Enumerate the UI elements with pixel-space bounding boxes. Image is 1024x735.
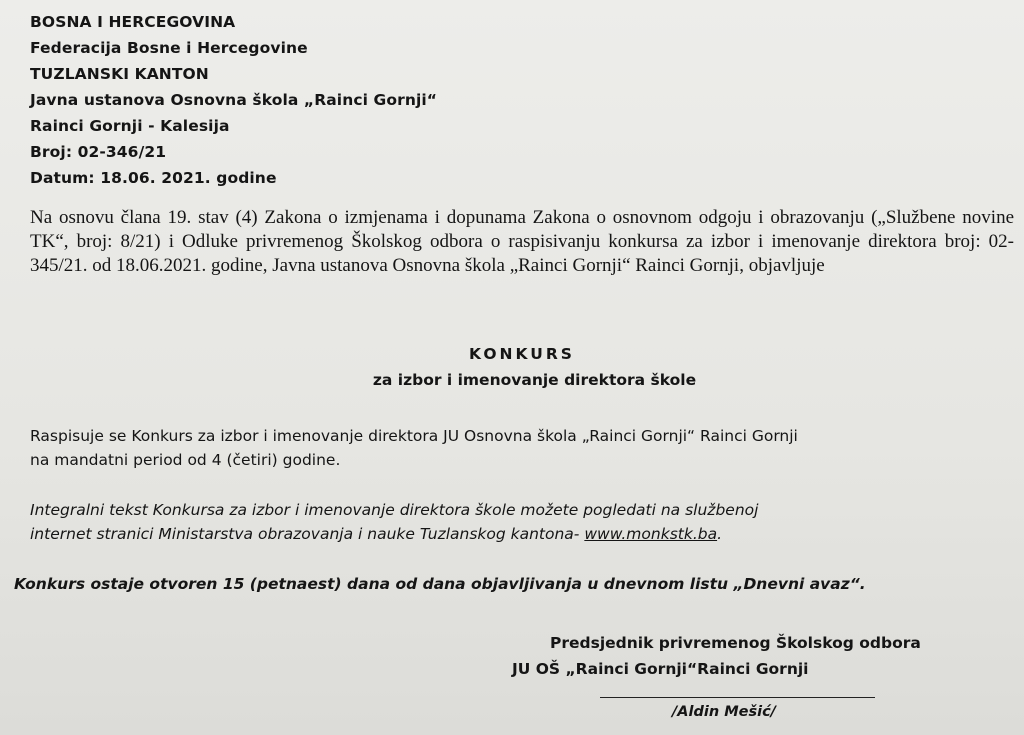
- signatory-organization: JU OŠ „Rainci Gornji“Rainci Gornji: [512, 660, 809, 678]
- full-text-line-2: [30, 522, 758, 546]
- full-text-line-1: Integralni tekst Konkursa za izbor i imenovanje direktora škole možete pogledati na službenoj: [30, 501, 759, 519]
- announcement-paragraph: [30, 424, 798, 472]
- header-country: BOSNA I HERCEGOVINA: [30, 13, 236, 31]
- signature-line: [600, 697, 875, 698]
- document-title: KONKURS: [469, 345, 575, 363]
- header-reference-number: Broj: 02-346/21: [30, 143, 167, 161]
- signatory-name: /Aldin Mešić/: [672, 704, 776, 720]
- header-location: Rainci Gornji - Kalesija: [30, 117, 230, 135]
- full-text-paragraph: [30, 498, 758, 546]
- closing-statement: Konkurs ostaje otvoren 15 (petnaest) dana od dana objavljivanja u dnevnom listu „Dnevni avaz“.: [14, 575, 866, 593]
- announcement-line-1: Raspisuje se Konkurs za izbor i imenovanje direktora JU Osnovna škola „Rainci Gornji“ Rainci Gornji: [30, 427, 798, 445]
- ministry-website-link[interactable]: www.monkstk.ba: [584, 525, 718, 543]
- header-date: Datum: 18.06. 2021. godine: [30, 169, 277, 187]
- document-header: [30, 9, 437, 191]
- signatory-role: Predsjednik privremenog Školskog odbora: [550, 634, 921, 652]
- header-institution: Javna ustanova Osnovna škola „Rainci Gornji“: [30, 91, 438, 109]
- header-federation: Federacija Bosne i Hercegovine: [30, 39, 308, 57]
- document-subtitle: za izbor i imenovanje direktora škole: [372, 371, 697, 389]
- announcement-line-2: na mandatni period od 4 (četiri) godine.: [30, 451, 341, 469]
- full-text-line-2-prefix: internet stranici Ministarstva obrazovanja i nauke Tuzlanskog kantona-: [30, 525, 585, 543]
- full-text-line-2-suffix: .: [717, 525, 723, 543]
- signature-block: [500, 630, 980, 682]
- intro-paragraph: Na osnovu člana 19. stav (4) Zakona o izmjenama i dopunama Zakona o osnovnom odgoju i obrazovanju („Službene novine TK“, broj: 8/21) i Odluke privremenog Školskog odbora o raspisivanju konkursa za izbor i imenovanje direktora broj: 02-345/21. od 18.06.2021. godine, Javna ustanova Osnovna škola „Rainci Gornji“ Rainci Gornji, objavljuje: [30, 207, 1014, 276]
- header-canton: TUZLANSKI KANTON: [30, 65, 209, 83]
